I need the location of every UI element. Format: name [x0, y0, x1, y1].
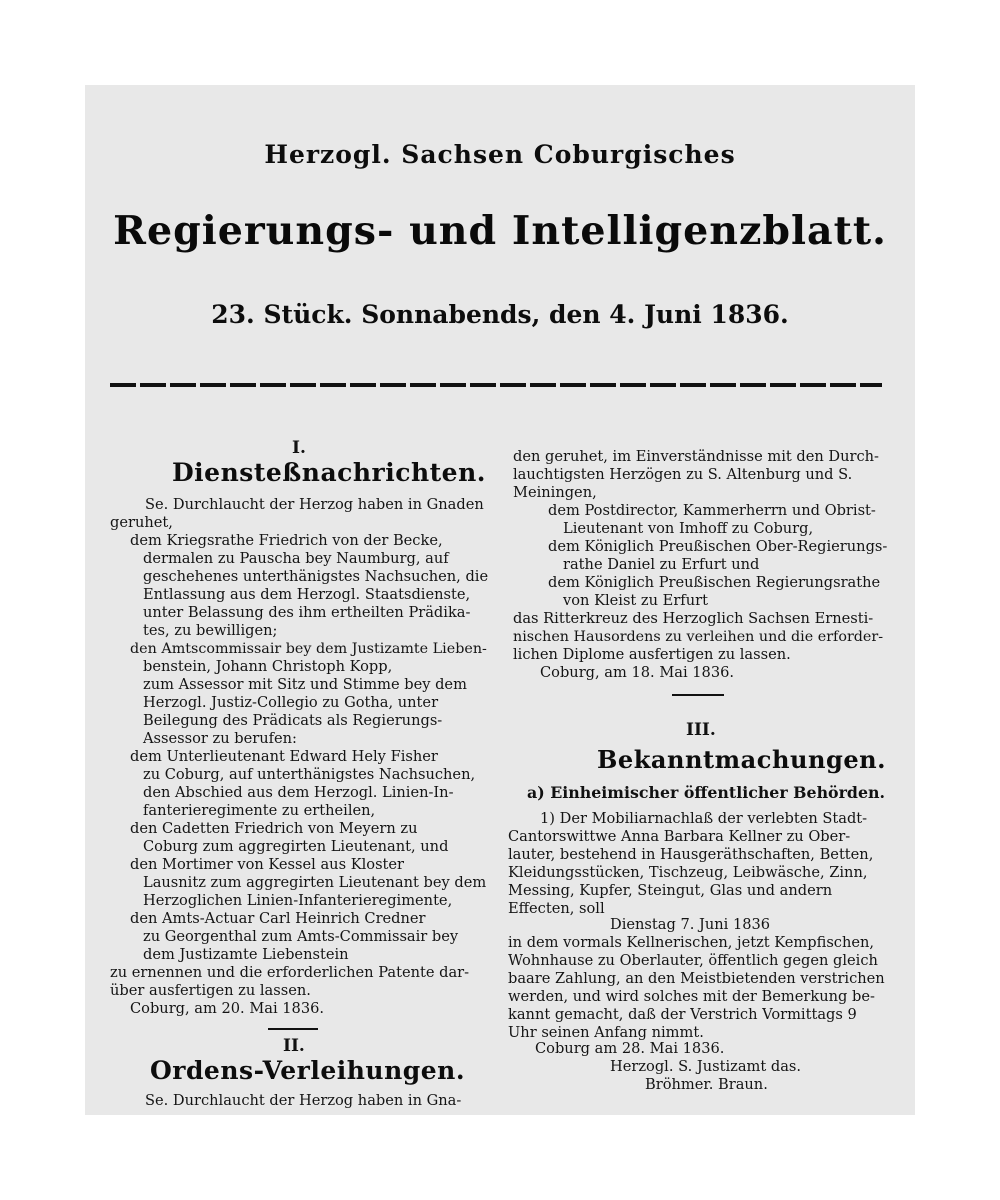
- text-line: Lieutenant von Imhoff zu Coburg,: [563, 520, 814, 537]
- text-line: das Ritterkreuz des Herzoglich Sachsen Ernesti-: [513, 610, 874, 627]
- auction-date: Dienstag 7. Juni 1836: [610, 916, 771, 933]
- text-line: Wohnhause zu Oberlauter, öffentlich gegen gleich: [508, 952, 878, 969]
- text-line: lichen Diplome ausfertigen zu lassen.: [513, 646, 791, 663]
- signature-office: Herzogl. S. Justizamt das.: [610, 1058, 802, 1075]
- text-line: Se. Durchlaucht der Herzog haben in Gna-: [145, 1092, 462, 1109]
- text-line: benstein, Johann Christoph Kopp,: [143, 658, 393, 675]
- text-line: den Cadetten Friedrich von Meyern zu: [130, 820, 418, 837]
- text-line: Cantorswittwe Anna Barbara Kellner zu Ober-: [508, 828, 851, 845]
- text-line: den Mortimer von Kessel aus Kloster: [130, 856, 405, 873]
- text-line: Assessor zu berufen:: [143, 730, 297, 747]
- publisher-line: Herzogl. Sachsen Coburgisches: [264, 140, 736, 169]
- section-divider: [268, 1028, 318, 1030]
- text-line: lauter, bestehend in Hausgeräthschaften, Betten,: [508, 846, 874, 863]
- text-line: Herzoglichen Linien-Infanterieregimente,: [143, 892, 453, 909]
- section1-number: I.: [292, 438, 306, 458]
- text-line: Se. Durchlaucht der Herzog haben in Gnaden: [145, 496, 484, 513]
- issue-line: 23. Stück. Sonnabends, den 4. Juni 1836.: [211, 300, 789, 329]
- text-line: Coburg zum aggregirten Lieutenant, und: [143, 838, 449, 855]
- section-divider: [672, 694, 724, 696]
- section3-heading: Bekanntmachungen.: [597, 745, 887, 774]
- masthead-divider: [110, 383, 882, 387]
- text-line: geruhet,: [110, 514, 173, 531]
- text-line: zum Assessor mit Sitz und Stimme bey dem: [143, 676, 467, 693]
- text-line: Herzogl. Justiz-Collegio zu Gotha, unter: [143, 694, 439, 711]
- text-line: Messing, Kupfer, Steingut, Glas und andern: [508, 882, 833, 899]
- section2-heading: Ordens-Verleihungen.: [150, 1056, 466, 1085]
- text-line: dem Kriegsrathe Friedrich von der Becke,: [130, 532, 443, 549]
- section1-heading: Diensteßnachrichten.: [172, 458, 486, 487]
- text-line: fanterieregimente zu ertheilen,: [143, 802, 376, 819]
- text-line: in dem vormals Kellnerischen, jetzt Kempfischen,: [508, 934, 875, 951]
- signature-names: Bröhmer. Braun.: [645, 1076, 768, 1093]
- text-line: dermalen zu Pauscha bey Naumburg, auf: [143, 550, 449, 567]
- section3-subheading: a) Einheimischer öffentlicher Behörden.: [527, 783, 885, 802]
- text-line: von Kleist zu Erfurt: [563, 592, 708, 609]
- text-line: tes, zu bewilligen;: [143, 622, 278, 639]
- text-line: den Amtscommissair bey dem Justizamte Lieben-: [130, 641, 487, 657]
- text-line: dem Unterlieutenant Edward Hely Fisher: [130, 748, 438, 765]
- text-line: Kleidungsstücken, Tischzeug, Leibwäsche, Zinn,: [508, 864, 868, 881]
- text-line: Effecten, soll: [508, 900, 605, 917]
- text-line: Lausnitz zum aggregirten Lieutenant bey dem: [143, 874, 487, 891]
- text-line: zu Georgenthal zum Amts-Commissair bey: [143, 928, 459, 945]
- section2-number: II.: [283, 1036, 305, 1056]
- text-line: lauchtigsten Herzögen zu S. Altenburg und S.: [513, 466, 853, 483]
- section3-number: III.: [686, 720, 716, 740]
- text-line: dem Königlich Preußischen Regierungsrathe: [548, 574, 881, 591]
- text-line: dem Justizamte Liebenstein: [143, 946, 349, 963]
- text-line: den geruhet, im Einverständnisse mit den Durch-: [513, 448, 879, 465]
- text-line: den Amts-Actuar Carl Heinrich Credner: [130, 910, 426, 927]
- text-line: geschehenes unterthänigstes Nachsuchen, die: [143, 568, 489, 585]
- text-line: Uhr seinen Anfang nimmt.: [508, 1024, 704, 1041]
- text-line: kannt gemacht, daß der Verstrich Vormittags 9: [508, 1006, 857, 1023]
- text-line: dem Königlich Preußischen Ober-Regierungs-: [548, 538, 888, 555]
- text-line: zu Coburg, auf unterthänigstes Nachsuchen,: [143, 766, 476, 783]
- text-line: Beilegung des Prädicats als Regierungs-: [143, 712, 443, 729]
- dateline: Coburg, am 18. Mai 1836.: [540, 664, 735, 681]
- text-line: 1) Der Mobiliarnachlaß der verlebten Stadt-: [540, 810, 868, 827]
- dateline: Coburg am 28. Mai 1836.: [535, 1040, 725, 1057]
- text-line: unter Belassung des ihm ertheilten Prädika-: [143, 604, 471, 621]
- text-line: nischen Hausordens zu verleihen und die erforder-: [513, 629, 884, 645]
- text-line: Entlassung aus dem Herzogl. Staatsdienste,: [143, 586, 471, 603]
- text-line: rathe Daniel zu Erfurt und: [563, 556, 760, 573]
- text-line: dem Postdirector, Kammerherrn und Obrist-: [548, 502, 876, 519]
- text-line: werden, und wird solches mit der Bemerkung be-: [508, 988, 875, 1005]
- text-line: zu ernennen und die erforderlichen Patente dar-: [110, 964, 470, 981]
- text-line: den Abschied aus dem Herzogl. Linien-In-: [143, 784, 454, 801]
- newspaper-title: Regierungs- und Intelligenzblatt.: [113, 208, 887, 254]
- dateline: Coburg, am 20. Mai 1836.: [130, 1000, 325, 1017]
- text-line: über ausfertigen zu lassen.: [110, 982, 311, 999]
- text-line: baare Zahlung, an den Meistbietenden verstrichen: [508, 970, 885, 987]
- text-line: Meiningen,: [513, 484, 597, 501]
